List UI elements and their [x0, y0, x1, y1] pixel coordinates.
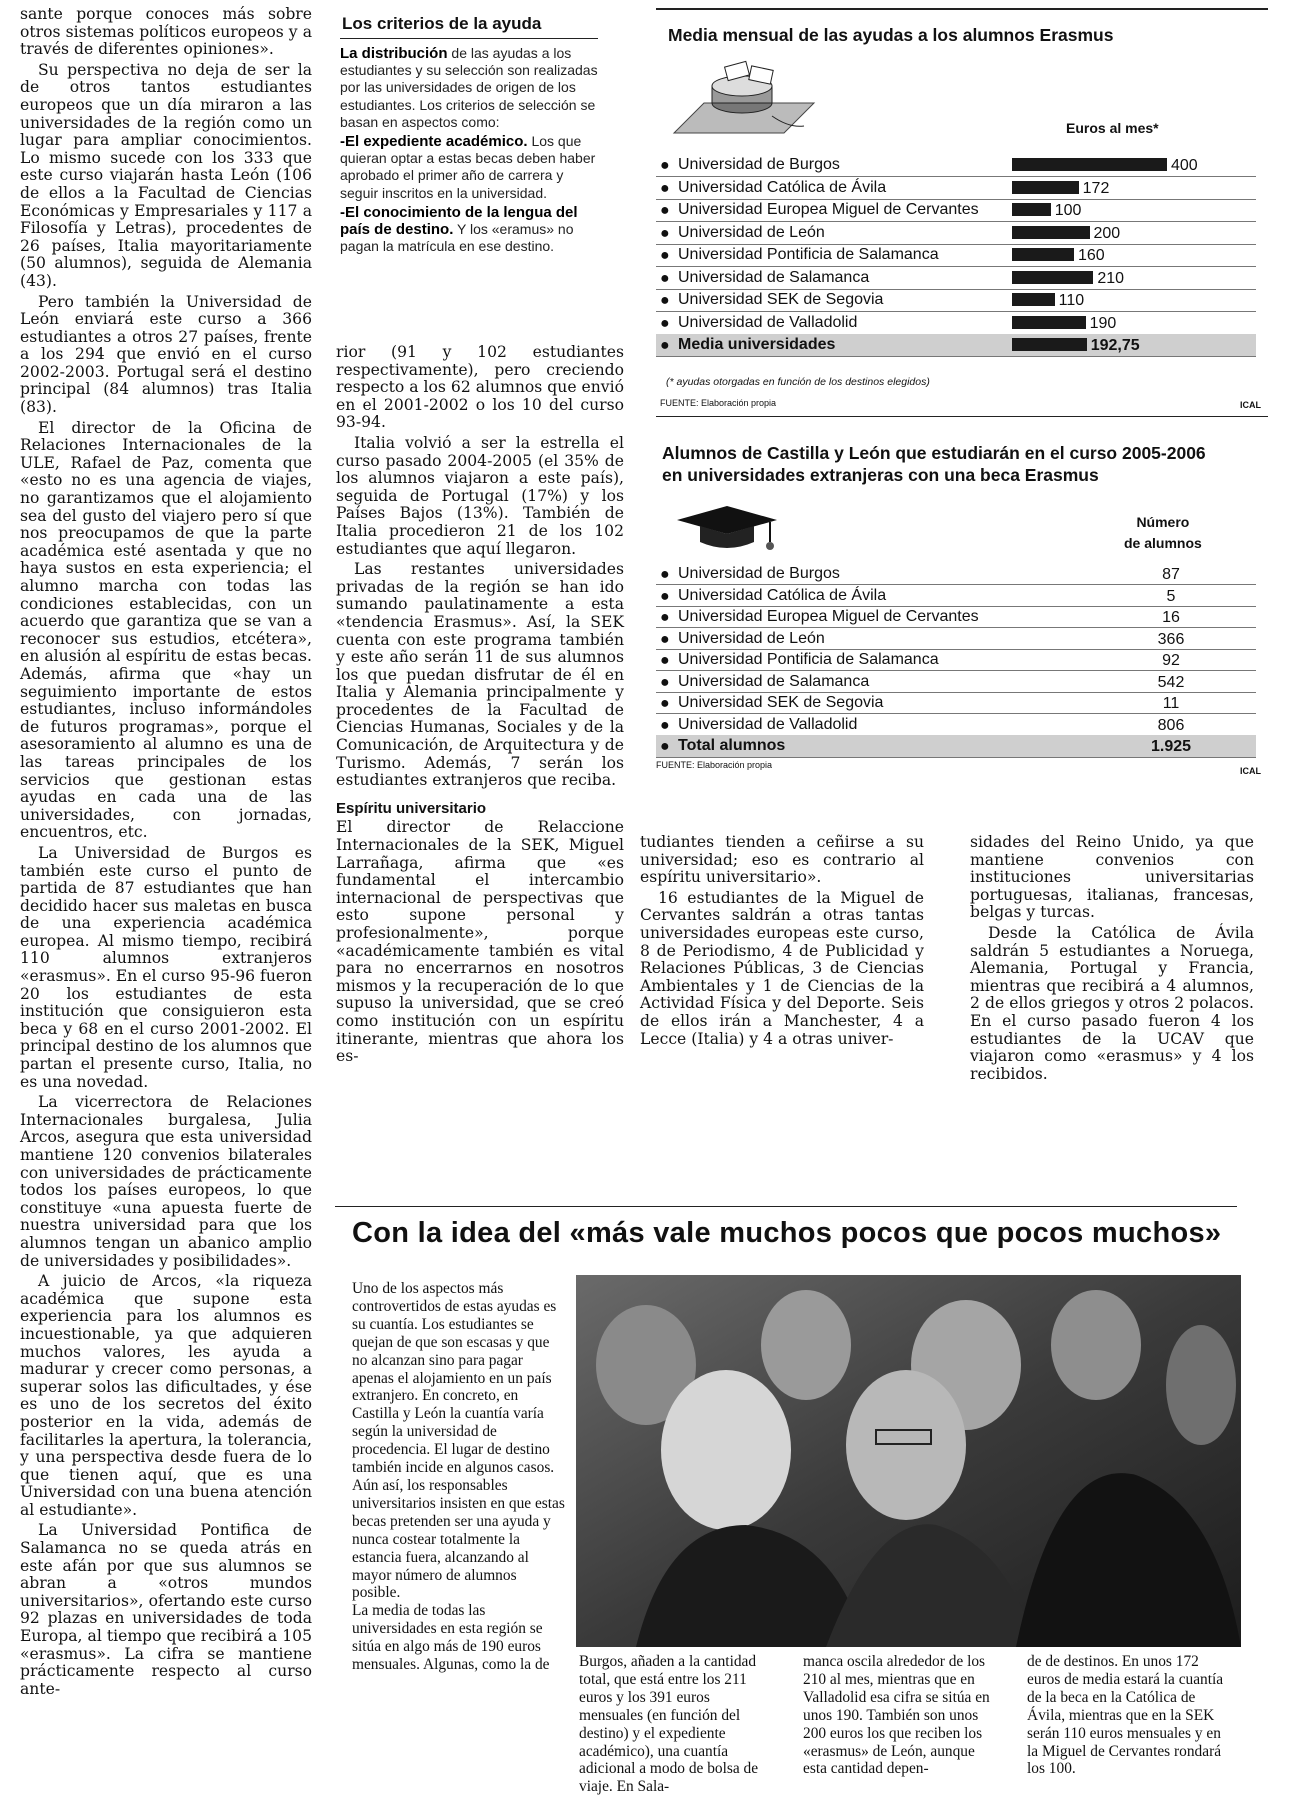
category-label: Universidad de León — [678, 629, 825, 647]
data-label: 1.925 — [1150, 738, 1192, 755]
value-header — [1124, 512, 1202, 554]
bullet-icon: ● — [660, 247, 670, 264]
chart-row — [656, 244, 1256, 267]
chart-row — [656, 312, 1256, 335]
paragraph: La vicerrectora de Relaciones Internacionales burgalesa, Julia Arcos, asegura que esta universidad mantiene 120 convenios bilaterales con universidades de prácticamente todos los países europeos, lo que constituye «una apuesta fuerte de nuestra universidad para que los alumnos tengan un abanico amplio de universidades y posibilidades». — [20, 1093, 312, 1270]
bar — [1012, 248, 1074, 261]
chart-source: FUENTE: Elaboración propia — [660, 398, 777, 408]
bar — [1012, 271, 1093, 284]
bullet-icon: ● — [660, 738, 670, 755]
bullet-icon: ● — [660, 566, 670, 583]
data-label: 92 — [1162, 652, 1180, 669]
paragraph: sidades del Reino Unido, ya que mantiene convenios con instituciones universitarias portuguesas, italianas, francesas, belgas y turcas. — [970, 833, 1254, 922]
criteria-lead: La distribución — [340, 45, 448, 62]
chart-row — [656, 177, 1256, 200]
category-label: Universidad de León — [678, 223, 825, 241]
paragraph: sante porque conoces más sobre otros sistemas políticos europeos y a través de diferentes opiniones». — [20, 5, 312, 59]
data-label: 160 — [1078, 247, 1105, 264]
chart-row — [656, 199, 1256, 222]
bullet-icon: ● — [660, 587, 670, 605]
criteria-lead: -El conocimiento de la lengua del país de destino. — [340, 203, 578, 239]
category-label: Universidad de Salamanca — [678, 268, 870, 286]
paragraph: Su perspectiva no deja de ser la de otros tantos estudiantes europeos que un día miraron a las universidades de la región como un lugar para ampliar conocimientos. Lo mismo sucede con los 333 que este curso viajarán hasta León (106 de ellos a la Facultad de Ciencias Económicas y Empresariales y 117 a Filosofía y Letras), procedentes de 26 países, Italia mayoritariamente (50 alumnos), seguida de Alemania (43). — [20, 60, 312, 290]
bullet-icon: ● — [660, 202, 670, 219]
criteria-box — [340, 8, 598, 255]
bullet-icon: ● — [660, 269, 670, 287]
table-row — [656, 585, 1256, 607]
data-label: 192,75 — [1090, 337, 1140, 354]
criteria-lead: -El expediente académico. — [340, 133, 528, 151]
paragraph: rior (91 y 102 estudiantes respectivamente), pero creciendo respecto a los 62 alumnos que envió en el 2001-2002 o los 10 del curso 93-94. — [336, 343, 624, 432]
money-jar-icon — [664, 58, 824, 148]
criteria-body — [340, 45, 598, 255]
bar — [1012, 181, 1079, 194]
graduation-cap-icon — [672, 498, 782, 558]
paragraph: La Universidad de Burgos es también este curso el punto de partida de 87 estudiantes que han decidido hacer sus maletas en busca de una experiencia académica europea. Al mismo tiempo, recibirá 110 alumnos extranjeros «erasmus». En el curso 95-96 fueron 20 los estudiantes de esta institución que consiguieron esta beca y 68 en el curso 2001-2002. El principal destino de los alumnos que partan el presente curso, Italia, no es una novedad. — [20, 843, 312, 1091]
data-label: 366 — [1157, 630, 1185, 648]
chart-note: (* ayudas otorgadas en función de los destinos elegidos) — [666, 376, 930, 388]
paragraph: El director de Relaccione Internacionales de la SEK, Miguel Larrañaga, afirma que «es fundamental el intercambio internacional de perspectivas que esto supone personal y profesionalmente», porque «académicamente también es vital para no encerrarnos en nosotros mismos y la recuperación de lo que supuso la universidad, que se creó como institución con un espíritu itinerante, mientras que ahora los es- — [336, 818, 624, 1066]
data-label: 5 — [1166, 587, 1176, 605]
paragraph: A juicio de Arcos, «la riqueza académica que supone esta experiencia para los alumnos es incuestionable, ya que adquieren muchos valores, les ayuda a madurar y crecer como personas, a superar solos las dificultades, y ése es uno de los secretos del éxito posterior en la vida, además de facilitarles la apertura, la tolerancia, y una perspectiva desde fuera de lo que tienen aquí, que es una Universidad con una buena atención al estudiante». — [20, 1272, 312, 1519]
chart-credit: ICAL — [1240, 766, 1261, 776]
subheading: Espíritu universitario — [336, 799, 487, 817]
section-divider — [335, 1206, 1237, 1207]
bullet-icon: ● — [660, 630, 670, 648]
value-header: Euros al mes* — [1066, 120, 1159, 136]
article-column-4 — [970, 834, 1254, 1086]
category-label: Universidad SEK de Segovia — [678, 694, 884, 711]
chart-source: FUENTE: Elaboración propia — [656, 760, 773, 770]
data-label: 16 — [1162, 609, 1180, 626]
article-column-3 — [640, 834, 924, 1051]
category-label: Universidad Pontificia de Salamanca — [678, 246, 939, 263]
category-label: Total alumnos — [678, 737, 786, 754]
bullet-icon: ● — [660, 695, 670, 712]
feature-column-3 — [1027, 1653, 1225, 1778]
criteria-text: de las ayudas a los estudiantes y su selección son realizadas por las universidades de origen de los estudiantes. Los criterios de selección se basan en aspectos como: — [340, 45, 598, 130]
category-label: Media universidades — [678, 336, 836, 353]
bar — [1012, 158, 1167, 171]
bullet-icon: ● — [660, 314, 670, 332]
data-label: 542 — [1157, 673, 1185, 691]
paragraph: tudiantes tienden a ceñirse a su universidad; eso es contrario al espíritu universitario». — [640, 833, 924, 887]
category-label: Universidad Católica de Ávila — [678, 178, 887, 196]
students-photo — [576, 1275, 1241, 1647]
table-row — [656, 714, 1256, 736]
category-label: Universidad Pontificia de Salamanca — [678, 651, 939, 668]
feature-column-1 — [579, 1653, 777, 1796]
feature-headline: Con la idea del «más vale muchos pocos que pocos muchos» — [352, 1217, 1222, 1249]
table-row — [656, 671, 1256, 693]
category-label: Universidad de Salamanca — [678, 672, 870, 690]
data-label: 200 — [1093, 224, 1121, 242]
category-label: Universidad Europea Miguel de Cervantes — [678, 608, 979, 625]
table-row — [656, 606, 1256, 628]
paragraph: La Universidad Pontifica de Salamanca no se queda atrás en este afán por que sus alumnos se abran a «otros mundos universitarios», ofertando este curso 92 plazas en universidades de toda Europa, al tiempo que recibirá a 105 «erasmus». La cifra se mantiene prácticamente respecto al curso ante- — [20, 1521, 312, 1698]
chart-title: Media mensual de las ayudas a los alumnos Erasmus — [668, 25, 1114, 45]
chart-monthly-aid — [656, 8, 1268, 438]
paragraph: de de destinos. En unos 172 euros de media estará la cuantía de la beca en la Católica de Ávila, mientras que en la SEK serán 110 euros mensuales y en la Miguel de Cervantes rondará los 100. — [1027, 1653, 1224, 1778]
chart-row — [656, 222, 1256, 245]
data-label: 806 — [1157, 716, 1185, 734]
article-column-2 — [336, 344, 624, 1069]
bar — [1012, 338, 1087, 351]
category-label: Universidad de Valladolid — [678, 715, 858, 733]
data-label: 87 — [1162, 566, 1180, 583]
category-label: Universidad de Burgos — [678, 565, 840, 582]
table-row — [656, 692, 1256, 714]
value-header-line: Número — [1136, 514, 1190, 530]
paragraph: Italia volvió a ser la estrella el curso pasado 2004-2005 (el 35% de los alumnos viajaron a este país), seguida de Portugal (17%) y los Países Bajos (13%). También de Italia procedieron 21 de los 102 estudiantes que aquí llegaron. — [336, 433, 624, 558]
criteria-text: Y los «eramus» no pagan la matrícula en ese destino. — [340, 221, 574, 255]
chart-erasmus-students — [656, 440, 1268, 802]
bar — [1012, 203, 1051, 216]
bullet-icon: ● — [660, 179, 670, 197]
paragraph: El director de la Oficina de Relaciones Internacionales de la ULE, Rafael de Paz, comenta que «esto no es una agencia de viajes, no garantizamos que el alojamiento sea del gusto del viajero pero sí que nos preocupamos de que la parte académica esté asentada y que no haya sustos en esta experiencia; el alumno marcha con todas las condiciones establecidas, con un acuerdo que garantiza que se van a reconocer sus estudios, etcétera», en alusión al espíritu de estas becas. Además, afirma que «hay un seguimiento importante de estos estudiantes, incluso informándoles de futuros programas», porque el asesoramiento al alumno es una de las tareas principales de los servicios que gestionan estas ayudas en cada una de las universidades, con jornadas, encuentros, etc. — [20, 418, 312, 842]
paragraph: Las restantes universidades privadas de la región se han ido sumando paulatinamente a esta «tendencia Erasmus». Así, la SEK cuenta con este programa también y este año serán 11 de sus alumnos los que puedan disfrutar de él en Italia y Alemania principalmente y procedentes de la Facultad de Ciencias Humanas, Sociales y de la Comunicación, de Arquitectura y de Turismo. Además, 7 serán los estudiantes extranjeros que reciba. — [336, 560, 624, 790]
bullet-icon: ● — [660, 609, 670, 626]
article-column-1 — [20, 6, 312, 1701]
chart-credit: ICAL — [1240, 400, 1261, 410]
criteria-text: Los que quieran optar a estas becas deben haber aprobado el primer año de carrera y seguir inscritos en la universidad. — [340, 133, 596, 201]
bullet-icon: ● — [660, 716, 670, 734]
table-row — [656, 649, 1256, 671]
data-label: 400 — [1171, 157, 1198, 174]
paragraph: Pero también la Universidad de León enviará este curso a 366 estudiantes a otros 27 países, frente a los 294 que envió en el curso 2002-2003. Portugal será el destino principal (84 alumnos) tras Italia (83). — [20, 292, 312, 417]
category-label: Universidad Católica de Ávila — [678, 586, 887, 604]
data-label: 190 — [1089, 314, 1117, 332]
feature-sidebar — [352, 1280, 566, 1674]
paragraph: Burgos, añaden a la cantidad total, que está entre los 211 euros y los 391 euros mensuales (en función del destino) y el expediente académico), una cuantía adicional a modo de bolsa de viaje. En Sala- — [579, 1653, 759, 1796]
bullet-icon: ● — [660, 337, 670, 354]
category-label: Universidad de Valladolid — [678, 313, 858, 331]
paragraph: Desde la Católica de Ávila saldrán 5 estudiantes a Noruega, Alemania, Portugal y Francia, mientras que recibirá a 4 alumnos, 2 de ellos griegos y otros 2 polacos. En el curso pasado fueron 4 los estudiantes de la UCAV que viajaron como «erasmus» y 4 los recibidos. — [970, 923, 1254, 1083]
table-row — [656, 563, 1256, 585]
paragraph: La media de todas las universidades en esta región se sitúa en algo más de 190 euros mensuales. Algunas, como la de — [352, 1602, 550, 1674]
data-label: 100 — [1054, 202, 1082, 219]
value-header-line: de alumnos — [1124, 535, 1202, 551]
data-label: 210 — [1097, 269, 1125, 287]
table-row-total — [656, 735, 1256, 758]
bar — [1012, 226, 1090, 239]
data-label: 110 — [1058, 292, 1085, 309]
chart-row — [656, 267, 1256, 290]
data-label: 11 — [1162, 695, 1180, 712]
chart-row — [656, 154, 1256, 177]
bullet-icon: ● — [660, 292, 670, 309]
category-label: Universidad SEK de Segovia — [678, 291, 884, 308]
bar — [1012, 316, 1086, 329]
criteria-title: Los criterios de la ayuda — [340, 8, 598, 39]
paragraph: 16 estudiantes de la Miguel de Cervantes saldrán a otras tantas universidades europeas este curso, 8 de Periodismo, 4 de Publicidad y Relaciones Públicas, 3 de Ciencias Ambientales y 1 de Ciencias de la Actividad Física y del Deporte. Seis de ellos irán a Manchester, 4 a Lecce (Italia) y 4 a otras univer- — [640, 888, 924, 1048]
data-label: 172 — [1082, 179, 1110, 197]
paragraph: Uno de los aspectos más controvertidos de estas ayudas es su cuantía. Los estudiantes se quejan de que son escasas y que no alcanzan sino para pagar apenas el alojamiento en un país extranjero. En concreto, en Castilla y León la cuantía varía según la universidad de procedencia. El lugar de destino también incide en algunos casos. Aún así, los responsables universitarios insisten en que estas becas pretenden ser una ayuda y nunca costear totalmente la estancia fuera, alcanzando al mayor número de alumnos posible. — [352, 1280, 565, 1602]
chart-row — [656, 289, 1256, 312]
chart-row-total — [656, 334, 1256, 357]
bullet-icon: ● — [660, 224, 670, 242]
feature-column-2 — [803, 1653, 1001, 1778]
paragraph: manca oscila alrededor de los 210 al mes, mientras que en Valladolid esa cifra se sitúa en unos 190. También son unos 200 euros los que reciben los «erasmus» de León, aunque esta cantidad depen- — [803, 1653, 990, 1778]
category-label: Universidad Europea Miguel de Cervantes — [678, 201, 979, 218]
chart-title: Alumnos de Castilla y León que estudiarán en el curso 2005-2006 en universidades extranjeras con una beca Erasmus — [662, 443, 1206, 485]
bar — [1012, 293, 1055, 306]
bullet-icon: ● — [660, 673, 670, 691]
bullet-icon: ● — [660, 157, 670, 174]
table-row — [656, 628, 1256, 650]
category-label: Universidad de Burgos — [678, 156, 840, 173]
bullet-icon: ● — [660, 652, 670, 669]
